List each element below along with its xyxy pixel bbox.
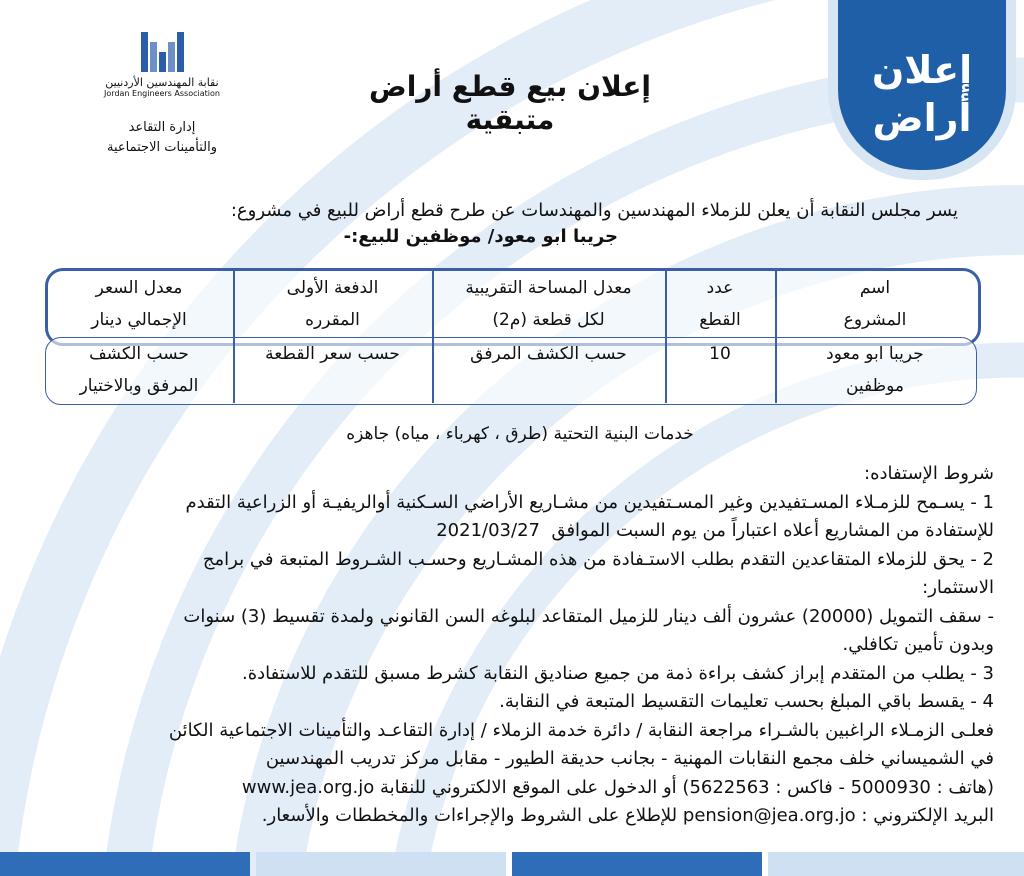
header-price-l2: الإجمالي دينار [91, 310, 187, 330]
header-project-l2: المشروع [843, 310, 907, 330]
contact-line-3-text: (هاتف : 5000930 - فاكس : 5622563) أو الدخول على الموقع الالكتروني للنقابة [379, 776, 994, 798]
footer-bar-1 [0, 852, 250, 876]
header-first-payment-l2: المقرره [305, 310, 360, 330]
logo [92, 26, 232, 99]
term-1b [14, 517, 994, 546]
intro-text: يسر مجلس النقابة أن يعلن للزملاء المهندسين والمهندسات عن طرح قطع أراض للبيع في مشروع: [230, 200, 958, 221]
cell-price [45, 338, 233, 402]
department-line1: إدارة التقاعد [128, 120, 196, 135]
header-count-l2: القطع [699, 310, 741, 330]
term-1b-text: للإستفادة من المشاريع أعلاه اعتباراً من يوم السبت الموافق [551, 520, 994, 541]
header-price [45, 272, 233, 336]
org-name-ar: نقابة المهندسين الأردنيين [105, 76, 219, 89]
cell-area [432, 338, 665, 370]
header-area [432, 272, 665, 336]
contact-line-1: فعلـى الزمـلاء الراغبين بالشـراء مراجعة النقابة / دائرة خدمة الزملاء / إدارة التقاعـد والتأمينات الاجتماعية الكائن [168, 719, 994, 741]
jea-logo-icon [137, 26, 187, 72]
page-title: إعلان بيع قطع أراض متبقية [369, 70, 651, 136]
cell-project-l1: جريبا ابو معود [826, 344, 924, 364]
website-link[interactable]: www.jea.org.jo [241, 776, 375, 798]
contact-line-4 [14, 802, 994, 831]
header-first-payment [233, 272, 432, 336]
header-price-l1: معدل السعر [95, 278, 183, 298]
header-area-l1: معدل المساحة التقريبية [465, 278, 632, 298]
footer-bar-2 [256, 852, 506, 876]
term-1a: 1 - يسـمح للزمـلاء المسـتفيدين وغير المسـتفيدين من مشـاريع الأراضي السـكنية أوالريفيـة أو الزراعية التقدم [185, 491, 994, 513]
contact-line-3 [14, 774, 994, 803]
cell-count [665, 338, 775, 370]
term-2a: 2 - يحق للزملاء المتقاعدين التقدم بطلب الاستـفادة من هذه المشـاريع وحسـب الشـروط المتبعة في برامج [202, 548, 994, 570]
terms-heading: شروط الإستفاده: [864, 463, 994, 484]
department-line2: والتأمينات الاجتماعية [107, 140, 217, 155]
header-project [775, 272, 975, 336]
cell-project [775, 338, 975, 402]
cell-area-l1: حسب الكشف المرفق [470, 344, 627, 364]
term-4: 4 - يقسط باقي المبلغ بحسب تعليمات التقسيط المتبعة في النقابة. [499, 691, 994, 712]
terms-section [14, 460, 994, 831]
term-1-date: 2021/03/27 [436, 520, 540, 541]
term-2b: الاستثمار: [922, 577, 994, 598]
term-2c: - سقف التمويل (20000) عشرون ألف دينار للزميل المتقاعد لبلوغه السن القانوني ولمدة تقسيط (3) سنوات [183, 605, 994, 627]
badge-line2: أراض [872, 96, 972, 140]
header-first-payment-l1: الدفعة الأولى [286, 278, 379, 298]
department-name [92, 118, 232, 158]
header-count [665, 272, 775, 336]
term-2d: وبدون تأمين تكافلي. [842, 634, 994, 655]
announcement-badge [838, 0, 1006, 170]
badge-line1: إعلان [871, 48, 973, 92]
email-link[interactable]: pension@jea.org.jo [682, 805, 856, 826]
email-label: البريد الإلكتروني : [861, 805, 994, 826]
org-name-en: Jordan Engineers Association [104, 89, 220, 98]
infrastructure-note: خدمات البنية التحتية (طرق ، كهرباء ، مياه) جاهزه [346, 424, 694, 444]
contact-line-4-text: للإطلاع على الشروط والإجراءات والمخططات والأسعار. [261, 805, 678, 826]
cell-first-payment-l1: حسب سعر القطعة [265, 344, 400, 364]
header-count-l1: عدد [706, 278, 734, 298]
intro-paragraph [58, 198, 958, 250]
cell-count-l1: 10 [709, 344, 731, 364]
cell-first-payment [233, 338, 432, 370]
project-name: جريبا ابو معود/ موظفين للبيع:- [343, 226, 618, 247]
cell-price-l2: المرفق وبالاختيار [79, 376, 199, 396]
footer-bar-4 [768, 852, 1024, 876]
header-area-l2: لكل قطعة (م2) [492, 310, 605, 330]
term-3: 3 - يطلب من المتقدم إبراز كشف براءة ذمة من جميع صناديق النقابة كشرط مسبق للتقدم للاستفادة. [241, 662, 994, 684]
footer-bar-3 [512, 852, 762, 876]
contact-line-2: في الشميساني خلف مجمع النقابات المهنية - بجانب حديقة الطيور - مقابل مركز تدريب المهندسين [265, 748, 994, 769]
header-project-l1: اسم [859, 278, 891, 298]
cell-price-l1: حسب الكشف [89, 344, 189, 364]
cell-project-l2: موظفين [845, 376, 905, 396]
